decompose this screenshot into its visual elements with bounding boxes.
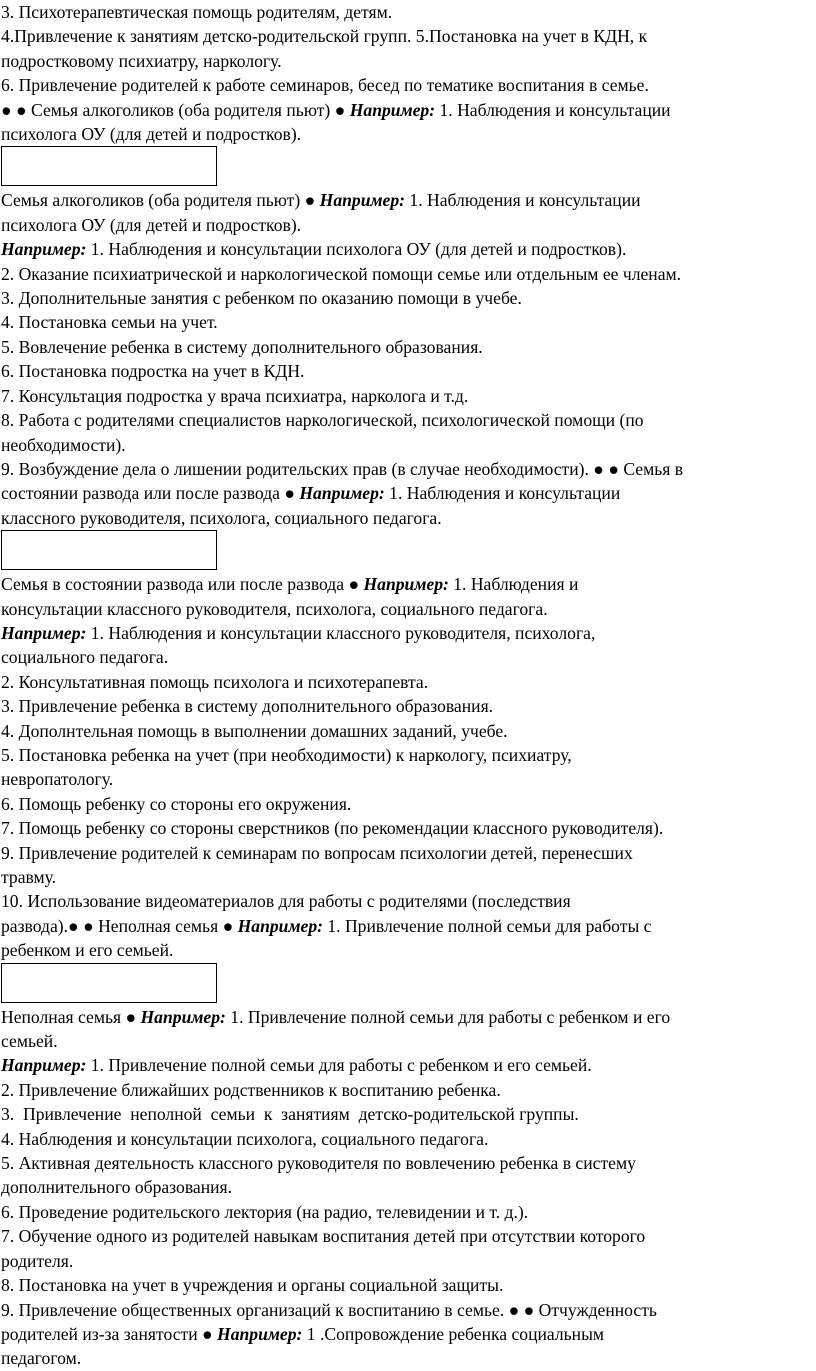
example-label: Например:: [140, 1006, 226, 1027]
transition-line: развода).● ● Неполная семья ● Например: 1. Привлечение полной семьи для работы с: [1, 915, 652, 936]
list-item: 7. Помощь ребенку со стороны сверстников (по рекомендации классного руководителя).: [1, 818, 664, 839]
list-item: 6. Постановка подростка на учет в КДН.: [1, 361, 305, 382]
list-item: 10. Использование видеоматериалов для работы с родителями (последствия: [1, 891, 571, 912]
example-label: Например:: [299, 483, 385, 504]
section-heading: Неполная семья ● Например: 1. Привлечение полной семьи для работы с ребенком и его: [1, 1006, 671, 1027]
section-heading-line: психолога ОУ (для детей и подростков).: [1, 214, 302, 235]
list-item: 8. Работа с родителями специалистов наркологической, психологической помощи (по: [1, 410, 644, 431]
transition-line: 9. Возбуждение дела о лишении родительских прав (в случае необходимости). ● ● Семья в: [1, 458, 684, 479]
transition-line: ● ● Семья алкоголиков (оба родителя пьют) ● Например: 1. Наблюдения и консультации: [1, 99, 671, 120]
section-heading: Семья в состоянии развода или после развода ● Например: 1. Наблюдения и: [1, 574, 579, 595]
example-line: Например: 1. Наблюдения и консультации классного руководителя, психолога,: [1, 622, 596, 643]
list-item: невропатологу.: [1, 769, 114, 790]
list-item: родителя.: [1, 1250, 74, 1271]
example-label: Например:: [319, 190, 406, 211]
transition-line: состоянии развода или после развода ● Например: 1. Наблюдения и консультации: [1, 483, 621, 504]
list-item: 7. Консультация подростка у врача психиатра, нарколога и т.д.: [1, 385, 469, 406]
list-item: 2. Привлечение ближайших родственников к воспитанию ребенка.: [1, 1079, 501, 1100]
image-placeholder-box: [1, 963, 217, 1003]
section-alcoholic-family: [1, 188, 816, 570]
section-divorce-family: [1, 572, 816, 1003]
example-label: Например:: [1, 239, 87, 260]
list-item: дополнительного образования.: [1, 1177, 233, 1198]
text-line: 3. Психотерапевтическая помощь родителям, детям.: [1, 2, 393, 22]
list-item: 5. Активная деятельность классного руководителя по вовлечению ребенка в систему: [1, 1153, 636, 1174]
list-item: 4. Наблюдения и консультации психолога, социального педагога.: [1, 1128, 489, 1149]
list-item: 8. Постановка на учет в учреждения и органы социальной защиты.: [1, 1275, 504, 1296]
section-heading-line: семьей.: [1, 1031, 58, 1052]
list-item: необходимости).: [1, 434, 126, 455]
top-section: [1, 0, 816, 186]
example-label: Например:: [363, 574, 449, 595]
example-label: Например:: [217, 1323, 303, 1344]
list-item: 2. Консультативная помощь психолога и психотерапевта.: [1, 671, 429, 692]
section-incomplete-family: [1, 1005, 816, 1371]
image-placeholder-box: [1, 146, 217, 186]
list-item: 7. Обучение одного из родителей навыкам воспитания детей при отсутствии которого: [1, 1226, 646, 1247]
list-item: 6. Помощь ребенку со стороны его окружения.: [1, 793, 352, 814]
section-heading-line: консультации классного руководителя, психолога, социального педагога.: [1, 598, 548, 619]
example-line: социального педагога.: [1, 647, 169, 668]
transition-line: ребенком и его семьей.: [1, 940, 174, 961]
example-line: Например: 1. Привлечение полной семьи для работы с ребенком и его семьей.: [1, 1055, 592, 1076]
list-item: 3. Привлечение неполной семьи к занятиям детско-родительской группы.: [1, 1104, 579, 1125]
text-line: 4.Привлечение к занятиям детско-родительской групп. 5.Постановка на учет в КДН, к: [1, 26, 648, 47]
transition-line: педагогом.: [1, 1348, 82, 1369]
list-item: травму.: [1, 867, 57, 887]
transition-line: родителей из-за занятости ● Например: 1 .Сопровождение ребенка социальным: [1, 1323, 605, 1344]
list-item: 9. Привлечение родителей к семинарам по вопросам психологии детей, перенесших: [1, 842, 633, 863]
list-item: 4. Постановка семьи на учет.: [1, 312, 218, 333]
list-item: 5. Вовлечение ребенка в систему дополнительного образования.: [1, 336, 483, 357]
list-item: 2. Оказание психиатрической и наркологической помощи семье или отдельным ее членам.: [1, 263, 682, 284]
text-line: 6. Привлечение родителей к работе семинаров, бесед по тематике воспитания в семье.: [1, 75, 649, 96]
example-line: Например: 1. Наблюдения и консультации психолога ОУ (для детей и подростков).: [1, 239, 627, 260]
example-label: Например:: [1, 622, 87, 643]
list-item: 4. Дополнтельная помощь в выполнении домашних заданий, учебе.: [1, 720, 508, 741]
example-label: Например:: [1, 1055, 87, 1076]
image-placeholder-box: [1, 530, 217, 570]
list-item: 6. Проведение родительского лектория (на радио, телевидении и т. д.).: [1, 1201, 529, 1222]
list-item: 9. Привлечение общественных организаций к воспитанию в семье. ● ● Отчужденность: [1, 1299, 657, 1320]
list-item: 5. Постановка ребенка на учет (при необходимости) к наркологу, психиатру,: [1, 744, 572, 765]
transition-line: психолога ОУ (для детей и подростков).: [1, 124, 302, 145]
list-item: 3. Дополнительные занятия с ребенком по оказанию помощи в учебе.: [1, 288, 522, 309]
text-line: подростковому психиатру, наркологу.: [1, 50, 282, 71]
example-label: Например:: [349, 99, 436, 120]
section-heading: Семья алкоголиков (оба родителя пьют) ● Например: 1. Наблюдения и консультации: [1, 190, 641, 211]
list-item: 3. Привлечение ребенка в систему дополнительного образования.: [1, 696, 494, 717]
example-label: Например:: [237, 915, 323, 936]
transition-line: классного руководителя, психолога, социального педагога.: [1, 507, 442, 528]
